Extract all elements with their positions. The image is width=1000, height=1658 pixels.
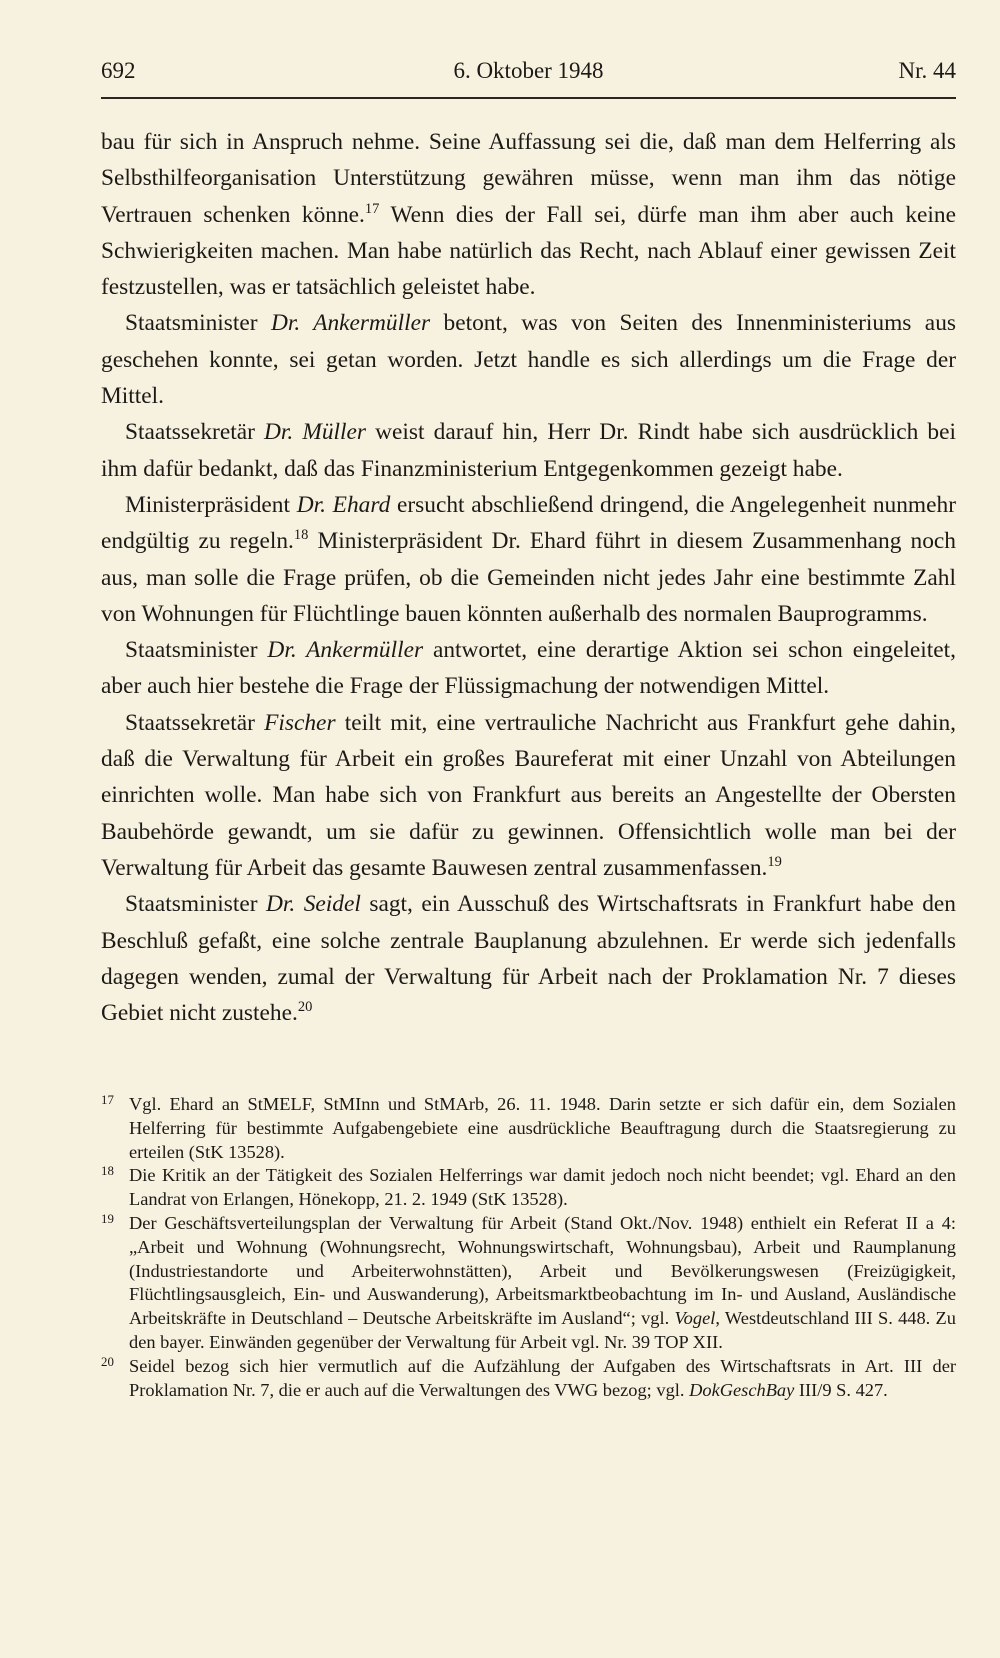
footnote-ref[interactable]: 20 <box>297 999 313 1016</box>
header-date: 6. Oktober 1948 <box>453 58 604 83</box>
paragraph <box>101 487 956 632</box>
footnote <box>101 1093 956 1164</box>
body-text <box>101 124 956 1031</box>
paragraph <box>101 705 956 886</box>
text: sagt, ein Ausschuß des Wirtschaftsrats in Frankfurt habe den Beschluß gefaßt, eine solche zentrale Bauplanung abzulehnen. Er werde sich jedenfalls dagegen wenden, zumal der Verwaltung für Arbeit nach der Proklamation Nr. 7 dieses Gebiet nicht zustehe. <box>101 891 956 1027</box>
text: Wenn dies der Fall sei, dürfe man ihm aber auch keine Schwierigkeiten machen. Man habe natürlich das Recht, nach Ablauf einer gewissen Zeit festzustellen, was er tatsächlich geleistet habe. <box>101 201 956 301</box>
paragraph <box>101 124 956 305</box>
speaker-name: Dr. Müller <box>264 419 367 446</box>
document-number: Nr. 44 <box>898 58 956 83</box>
footnote-text: Der Geschäftsverteilungsplan der Verwaltung für Arbeit (Stand Okt./Nov. 1948) enthielt ein Referat II a 4: „Arbeit und Wohnung (Wohnungsrecht, Wohnungswirtschaft, Wohnungsbau), Arbeit und Raumplanung (Industriestandorte und Arbeiterwohnstätten), Arbeit und Bevölkerungswesen (Freizügigkeit, Flüchtlingsausgleich, Ein- und Auswanderung), Arbeitsmarktbeobachtung im In- und Ausland, Ausländische Arbeitskräfte in Deutschland – Deutsche Arbeitskräfte im Ausland“; vgl. <box>129 1212 956 1329</box>
text: Staatsminister <box>125 891 266 918</box>
footnote <box>101 1212 956 1355</box>
paragraph <box>101 414 956 487</box>
text: Staatsminister <box>125 637 268 664</box>
text: bau für sich in Anspruch nehme. Seine Auffassung sei die, daß man dem Helferring als Selbsthilfeorganisation Unterstützung gewähren müsse, wenn man ihm das nötige Vertrauen schenken könne. <box>101 129 956 228</box>
text: Ministerpräsident <box>125 491 297 518</box>
text: weist darauf hin, Herr Dr. Rindt habe sich ausdrücklich bei ihm dafür bedankt, daß das Finanzministerium Entgegenkommen gezeigt habe. <box>101 419 956 482</box>
footnote-ref[interactable]: 19 <box>767 853 782 870</box>
text: ersucht abschließend dringend, die Angelegenheit nunmehr endgültig zu regeln. <box>101 491 956 555</box>
footnote-text: Vgl. Ehard an StMELF, StMInn und StMArb, 26. 11. 1948. Darin setzte er sich dafür ein, dem Sozialen Helferring für bestimmte Aufgabengebiete eine ausdrückliche Beauftragung durch die Staatsregierung zu erteilen (StK 13528). <box>129 1094 956 1162</box>
text: antwortet, eine derartige Aktion sei schon eingeleitet, aber auch hier bestehe die Frage der Flüssigmachung der notwendigen Mittel. <box>101 637 956 700</box>
cited-source: DokGeschBay <box>689 1379 795 1400</box>
speaker-name: Dr. Seidel <box>266 891 361 918</box>
footnote-number: 17 <box>101 1093 114 1107</box>
speaker-name: Fischer <box>264 709 336 736</box>
footnote-text: Die Kritik an der Tätigkeit des Sozialen Helferrings war damit jedoch noch nicht beendet; vgl. Ehard an den Landrat von Erlangen, Hönekopp, 21. 2. 1949 (StK 13528). <box>129 1165 956 1210</box>
paragraph <box>101 886 956 1031</box>
footnote-text: Seidel bezog sich hier vermutlich auf die Aufzählung der Aufgaben des Wirtschaftsrats in Art. III der Proklamation Nr. 7, die er auch auf die Verwaltungen des VWG bezog; vgl. <box>129 1355 956 1400</box>
footnote <box>101 1164 956 1212</box>
footnote-ref[interactable]: 17 <box>364 200 380 217</box>
footnote <box>101 1355 956 1403</box>
cited-author: Vogel <box>674 1308 716 1329</box>
text: Staatssekretär <box>125 419 265 446</box>
text: Staatsminister <box>125 310 271 337</box>
footnote-number: 19 <box>101 1211 114 1226</box>
page-number: 692 <box>101 58 136 83</box>
text: teilt mit, eine vertrauliche Nachricht aus Frankfurt gehe dahin, daß die Verwaltung für Arbeit ein großes Baureferat mit einer Unzahl von Abteilungen einrichten wolle. Man habe sich von Frankfurt aus bereits an Angestellte der Obersten Baubehörde gewandt, um sie dafür zu gewinnen. Offensichtlich wolle man bei der Verwaltung für Arbeit das gesamte Bauwesen zentral zusammenfassen. <box>101 709 956 881</box>
footnote-text: III/9 S. 427. <box>794 1379 888 1400</box>
footnote-ref[interactable]: 18 <box>293 527 309 544</box>
speaker-name: Dr. Ankermüller <box>270 310 431 337</box>
text: Staatssekretär <box>125 709 265 736</box>
speaker-name: Dr. Ankermüller <box>267 637 424 664</box>
running-header <box>101 58 956 94</box>
footnotes <box>101 1093 956 1402</box>
paragraph <box>101 632 956 705</box>
footnote-number: 20 <box>101 1354 114 1369</box>
text: betont, was von Seiten des Innenministeriums aus geschehen konnte, sei getan worden. Jetzt handle es sich allerdings um die Frage der Mittel. <box>101 310 956 410</box>
text: Ministerpräsident Dr. Ehard führt in diesem Zusammenhang noch aus, man solle die Frage prüfen, ob die Gemeinden nicht jedes Jahr eine bestimmte Zahl von Wohnungen für Flüchtlinge bauen könnten außerhalb des normalen Bauprogramms. <box>101 528 956 627</box>
footnote-text: , Westdeutschland III S. 448. Zu den bayer. Einwänden gegenüber der Verwaltung für Arbeit vgl. Nr. 39 TOP XII. <box>129 1308 956 1352</box>
header-rule <box>101 97 956 99</box>
speaker-name: Dr. Ehard <box>296 491 391 518</box>
paragraph <box>101 305 956 414</box>
footnote-number: 18 <box>101 1164 114 1179</box>
